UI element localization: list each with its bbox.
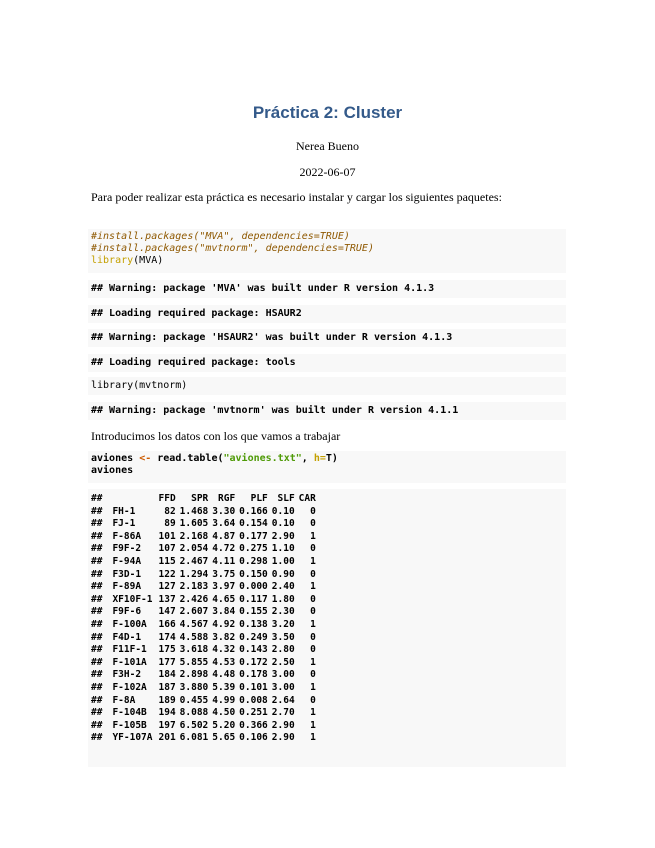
table-cell: 0.150	[239, 568, 268, 580]
table-cell: 0	[310, 669, 316, 681]
row-prefix: ##	[91, 518, 103, 530]
table-cell: 0.101	[239, 681, 268, 693]
row-prefix: ##	[91, 543, 103, 555]
table-cell: 1.605	[179, 518, 209, 530]
table-cell: 174	[158, 631, 176, 643]
table-cell: 0.008	[239, 694, 268, 706]
table-cell: 1.468	[179, 505, 209, 517]
table-header	[91, 493, 320, 506]
table-cell: 0	[310, 505, 316, 517]
table-cell: 0.106	[239, 732, 268, 744]
table-cell: 2.70	[271, 707, 295, 719]
column-header: FFD	[158, 493, 176, 504]
table-cell: 187	[158, 681, 176, 693]
data-table	[91, 493, 320, 745]
row-prefix: ##	[91, 606, 103, 618]
table-cell: 2.40	[271, 581, 295, 593]
table-row	[91, 518, 320, 531]
table-cell: 127	[158, 581, 176, 593]
table-cell: 4.92	[212, 618, 236, 630]
table-row	[91, 543, 320, 556]
table-cell: 1	[310, 719, 316, 731]
table-cell: 3.75	[212, 568, 236, 580]
table-cell: 1	[310, 707, 316, 719]
row-prefix: ##	[91, 707, 103, 719]
intro-paragraph: Para poder realizar esta práctica es necesario instalar y cargar los siguientes paquetes:	[91, 190, 502, 204]
table-cell: 1	[310, 530, 316, 542]
code-arg: h=	[313, 453, 326, 464]
row-prefix: ##	[91, 656, 103, 668]
table-cell: 0.177	[239, 530, 268, 542]
code-line	[91, 453, 563, 465]
row-prefix: ##	[91, 694, 103, 706]
table-cell: 184	[158, 669, 176, 681]
table-cell: 1	[310, 618, 316, 630]
table-cell: 1	[310, 681, 316, 693]
column-header: SPR	[191, 493, 209, 504]
table-cell: 0.000	[239, 581, 268, 593]
table-cell: 3.00	[271, 669, 295, 681]
table-cell: 2.054	[179, 543, 209, 555]
table-cell: 5.65	[212, 732, 236, 744]
row-name: F-101A	[112, 656, 147, 668]
row-prefix: ##	[91, 631, 103, 643]
table-cell: 0.366	[239, 719, 268, 731]
table-row	[91, 707, 320, 720]
table-row	[91, 732, 320, 745]
data-paragraph: Introducimos los datos con los que vamos a trabajar	[91, 429, 341, 443]
row-prefix: ##	[91, 493, 103, 504]
table-cell: 194	[158, 707, 176, 719]
table-cell: 4.48	[212, 669, 236, 681]
table-row	[91, 695, 320, 708]
table-cell: 0.117	[239, 593, 268, 605]
table-cell: 3.50	[271, 631, 295, 643]
table-cell: 3.84	[212, 606, 236, 618]
date: 2022-06-07	[299, 165, 356, 179]
table-cell: 0.154	[239, 518, 268, 530]
table-cell: 4.567	[179, 618, 209, 630]
table-cell: 1.294	[179, 568, 209, 580]
code-comment: #install.packages("mvtnorm", dependencies=TRUE)	[91, 243, 374, 254]
table-cell: 166	[158, 618, 176, 630]
row-name: F-104B	[112, 707, 147, 719]
table-cell: 2.467	[179, 555, 209, 567]
code-sep: ,	[301, 453, 314, 464]
row-prefix: ##	[91, 732, 103, 744]
code-function: library	[91, 255, 134, 266]
row-name: F-102A	[112, 681, 147, 693]
table-cell: 5.855	[179, 656, 209, 668]
table-cell: 1.80	[271, 593, 295, 605]
table-row	[91, 682, 320, 695]
table-cell: 122	[158, 568, 176, 580]
output-message: ## Loading required package: tools	[88, 354, 566, 372]
table-cell: 3.82	[212, 631, 236, 643]
table-cell: 8.088	[179, 707, 209, 719]
row-prefix: ##	[91, 593, 103, 605]
row-name: XF10F-1	[112, 593, 153, 605]
table-cell: 3.97	[212, 581, 236, 593]
row-prefix: ##	[91, 681, 103, 693]
table-cell: 189	[158, 694, 176, 706]
table-cell: 2.168	[179, 530, 209, 542]
code-function: read.table(	[157, 453, 224, 464]
table-cell: 0	[310, 593, 316, 605]
table-cell: 197	[158, 719, 176, 731]
row-name: F9F-6	[112, 606, 142, 618]
table-cell: 4.87	[212, 530, 236, 542]
table-cell: 2.90	[271, 732, 295, 744]
row-prefix: ##	[91, 555, 103, 567]
table-cell: 2.898	[179, 669, 209, 681]
table-cell: 4.72	[212, 543, 236, 555]
table-cell: 0.138	[239, 618, 268, 630]
row-prefix: ##	[91, 669, 103, 681]
table-row	[91, 581, 320, 594]
table-cell: 5.39	[212, 681, 236, 693]
table-cell: 0.143	[239, 644, 268, 656]
row-name: FH-1	[112, 505, 136, 517]
column-header: PLF	[250, 493, 268, 504]
row-prefix: ##	[91, 644, 103, 656]
table-cell: 0	[310, 694, 316, 706]
column-header: CAR	[298, 493, 316, 504]
row-name: F-8A	[112, 694, 136, 706]
table-cell: 2.90	[271, 719, 295, 731]
table-cell: 3.880	[179, 681, 209, 693]
code-line	[91, 255, 563, 267]
table-cell: 0.155	[239, 606, 268, 618]
row-prefix: ##	[91, 719, 103, 731]
table-cell: 3.64	[212, 518, 236, 530]
row-name: F9F-2	[112, 543, 142, 555]
table-cell: 2.426	[179, 593, 209, 605]
table-cell: 4.32	[212, 644, 236, 656]
table-cell: 3.30	[212, 505, 236, 517]
output-warning: ## Warning: package 'HSAUR2' was built under R version 4.1.3	[88, 329, 566, 347]
row-name: FJ-1	[112, 518, 136, 530]
row-name: F3H-2	[112, 669, 142, 681]
table-cell: 4.99	[212, 694, 236, 706]
author: Nerea Bueno	[296, 139, 359, 153]
table-cell: 175	[158, 644, 176, 656]
row-prefix: ##	[91, 530, 103, 542]
table-cell: 0.10	[271, 518, 295, 530]
row-name: F-105B	[112, 719, 147, 731]
table-cell: 2.50	[271, 656, 295, 668]
table-cell: 1.10	[271, 543, 295, 555]
table-cell: 0.172	[239, 656, 268, 668]
table-cell: 3.00	[271, 681, 295, 693]
table-cell: 0.298	[239, 555, 268, 567]
table-cell: 201	[158, 732, 176, 744]
table-cell: 177	[158, 656, 176, 668]
table-cell: 5.20	[212, 719, 236, 731]
row-prefix: ##	[91, 568, 103, 580]
code-block-install	[88, 229, 566, 273]
table-cell: 0.90	[271, 568, 295, 580]
table-cell: 1	[310, 732, 316, 744]
table-cell: 0	[310, 644, 316, 656]
code-line: aviones	[91, 465, 134, 476]
table-cell: 0	[310, 568, 316, 580]
code-argval: T	[325, 453, 332, 464]
table-cell: 0.455	[179, 694, 209, 706]
table-row	[91, 531, 320, 544]
output-warning: ## Warning: package 'MVA' was built under R version 4.1.3	[88, 280, 566, 298]
table-cell: 4.50	[212, 707, 236, 719]
table-cell: 2.183	[179, 581, 209, 593]
table-cell: 1.00	[271, 555, 295, 567]
table-cell: 0	[310, 543, 316, 555]
table-cell: 4.53	[212, 656, 236, 668]
table-row	[91, 657, 320, 670]
table-row	[91, 632, 320, 645]
table-row	[91, 506, 320, 519]
table-row	[91, 720, 320, 733]
table-cell: 2.80	[271, 644, 295, 656]
code-block-library: library(mvtnorm)	[88, 377, 566, 395]
table-cell: 1	[310, 555, 316, 567]
page-title: Práctica 2: Cluster	[252, 103, 403, 122]
table-cell: 147	[158, 606, 176, 618]
table-cell: 0	[310, 606, 316, 618]
table-row	[91, 606, 320, 619]
code-string: "aviones.txt"	[223, 453, 302, 464]
table-cell: 4.588	[179, 631, 209, 643]
table-cell: 0.251	[239, 707, 268, 719]
code-block-read	[88, 451, 566, 483]
table-cell: 2.90	[271, 530, 295, 542]
table-cell: 0.275	[239, 543, 268, 555]
table-cell: 0.178	[239, 669, 268, 681]
table-cell: 2.607	[179, 606, 209, 618]
table-cell: 2.64	[271, 694, 295, 706]
table-row	[91, 619, 320, 632]
table-cell: 0	[310, 631, 316, 643]
row-name: F-86A	[112, 530, 142, 542]
data-table-output	[88, 489, 566, 767]
row-name: F3D-1	[112, 568, 142, 580]
column-header: RGF	[218, 493, 236, 504]
row-prefix: ##	[91, 505, 103, 517]
table-cell: 4.11	[212, 555, 236, 567]
table-cell: 0.249	[239, 631, 268, 643]
table-row	[91, 644, 320, 657]
row-name-header	[112, 493, 158, 506]
code-var: aviones	[91, 453, 134, 464]
table-cell: 0	[310, 518, 316, 530]
code-comment: #install.packages("MVA", dependencies=TRUE)	[91, 231, 350, 242]
row-name: F-100A	[112, 618, 147, 630]
table-cell: 4.65	[212, 593, 236, 605]
table-row	[91, 594, 320, 607]
table-cell: 1	[310, 581, 316, 593]
row-prefix: ##	[91, 581, 103, 593]
row-name: F4D-1	[112, 631, 142, 643]
table-cell: 0.166	[239, 505, 268, 517]
table-cell: 115	[158, 555, 176, 567]
row-name: YF-107A	[112, 732, 153, 744]
table-cell: 2.30	[271, 606, 295, 618]
output-warning: ## Warning: package 'mvtnorm' was built under R version 4.1.1	[88, 402, 566, 420]
table-body	[91, 506, 320, 745]
table-cell: 89	[164, 518, 176, 530]
table-cell: 6.502	[179, 719, 209, 731]
table-cell: 6.081	[179, 732, 209, 744]
table-cell: 107	[158, 543, 176, 555]
column-header: SLF	[277, 493, 295, 504]
table-cell: 1	[310, 656, 316, 668]
table-cell: 3.20	[271, 618, 295, 630]
row-name: F-94A	[112, 555, 142, 567]
table-cell: 82	[164, 505, 176, 517]
code-args: (MVA)	[133, 255, 164, 266]
row-prefix: ##	[91, 618, 103, 630]
table-cell: 0.10	[271, 505, 295, 517]
table-row	[91, 569, 320, 582]
table-row	[91, 556, 320, 569]
output-message: ## Loading required package: HSAUR2	[88, 305, 566, 323]
code-close: )	[331, 453, 338, 464]
code-operator: <-	[139, 453, 152, 464]
row-name: F-89A	[112, 581, 142, 593]
row-name: F11F-1	[112, 644, 147, 656]
table-cell: 137	[158, 593, 176, 605]
table-cell: 3.618	[179, 644, 209, 656]
table-cell: 101	[158, 530, 176, 542]
table-row	[91, 669, 320, 682]
